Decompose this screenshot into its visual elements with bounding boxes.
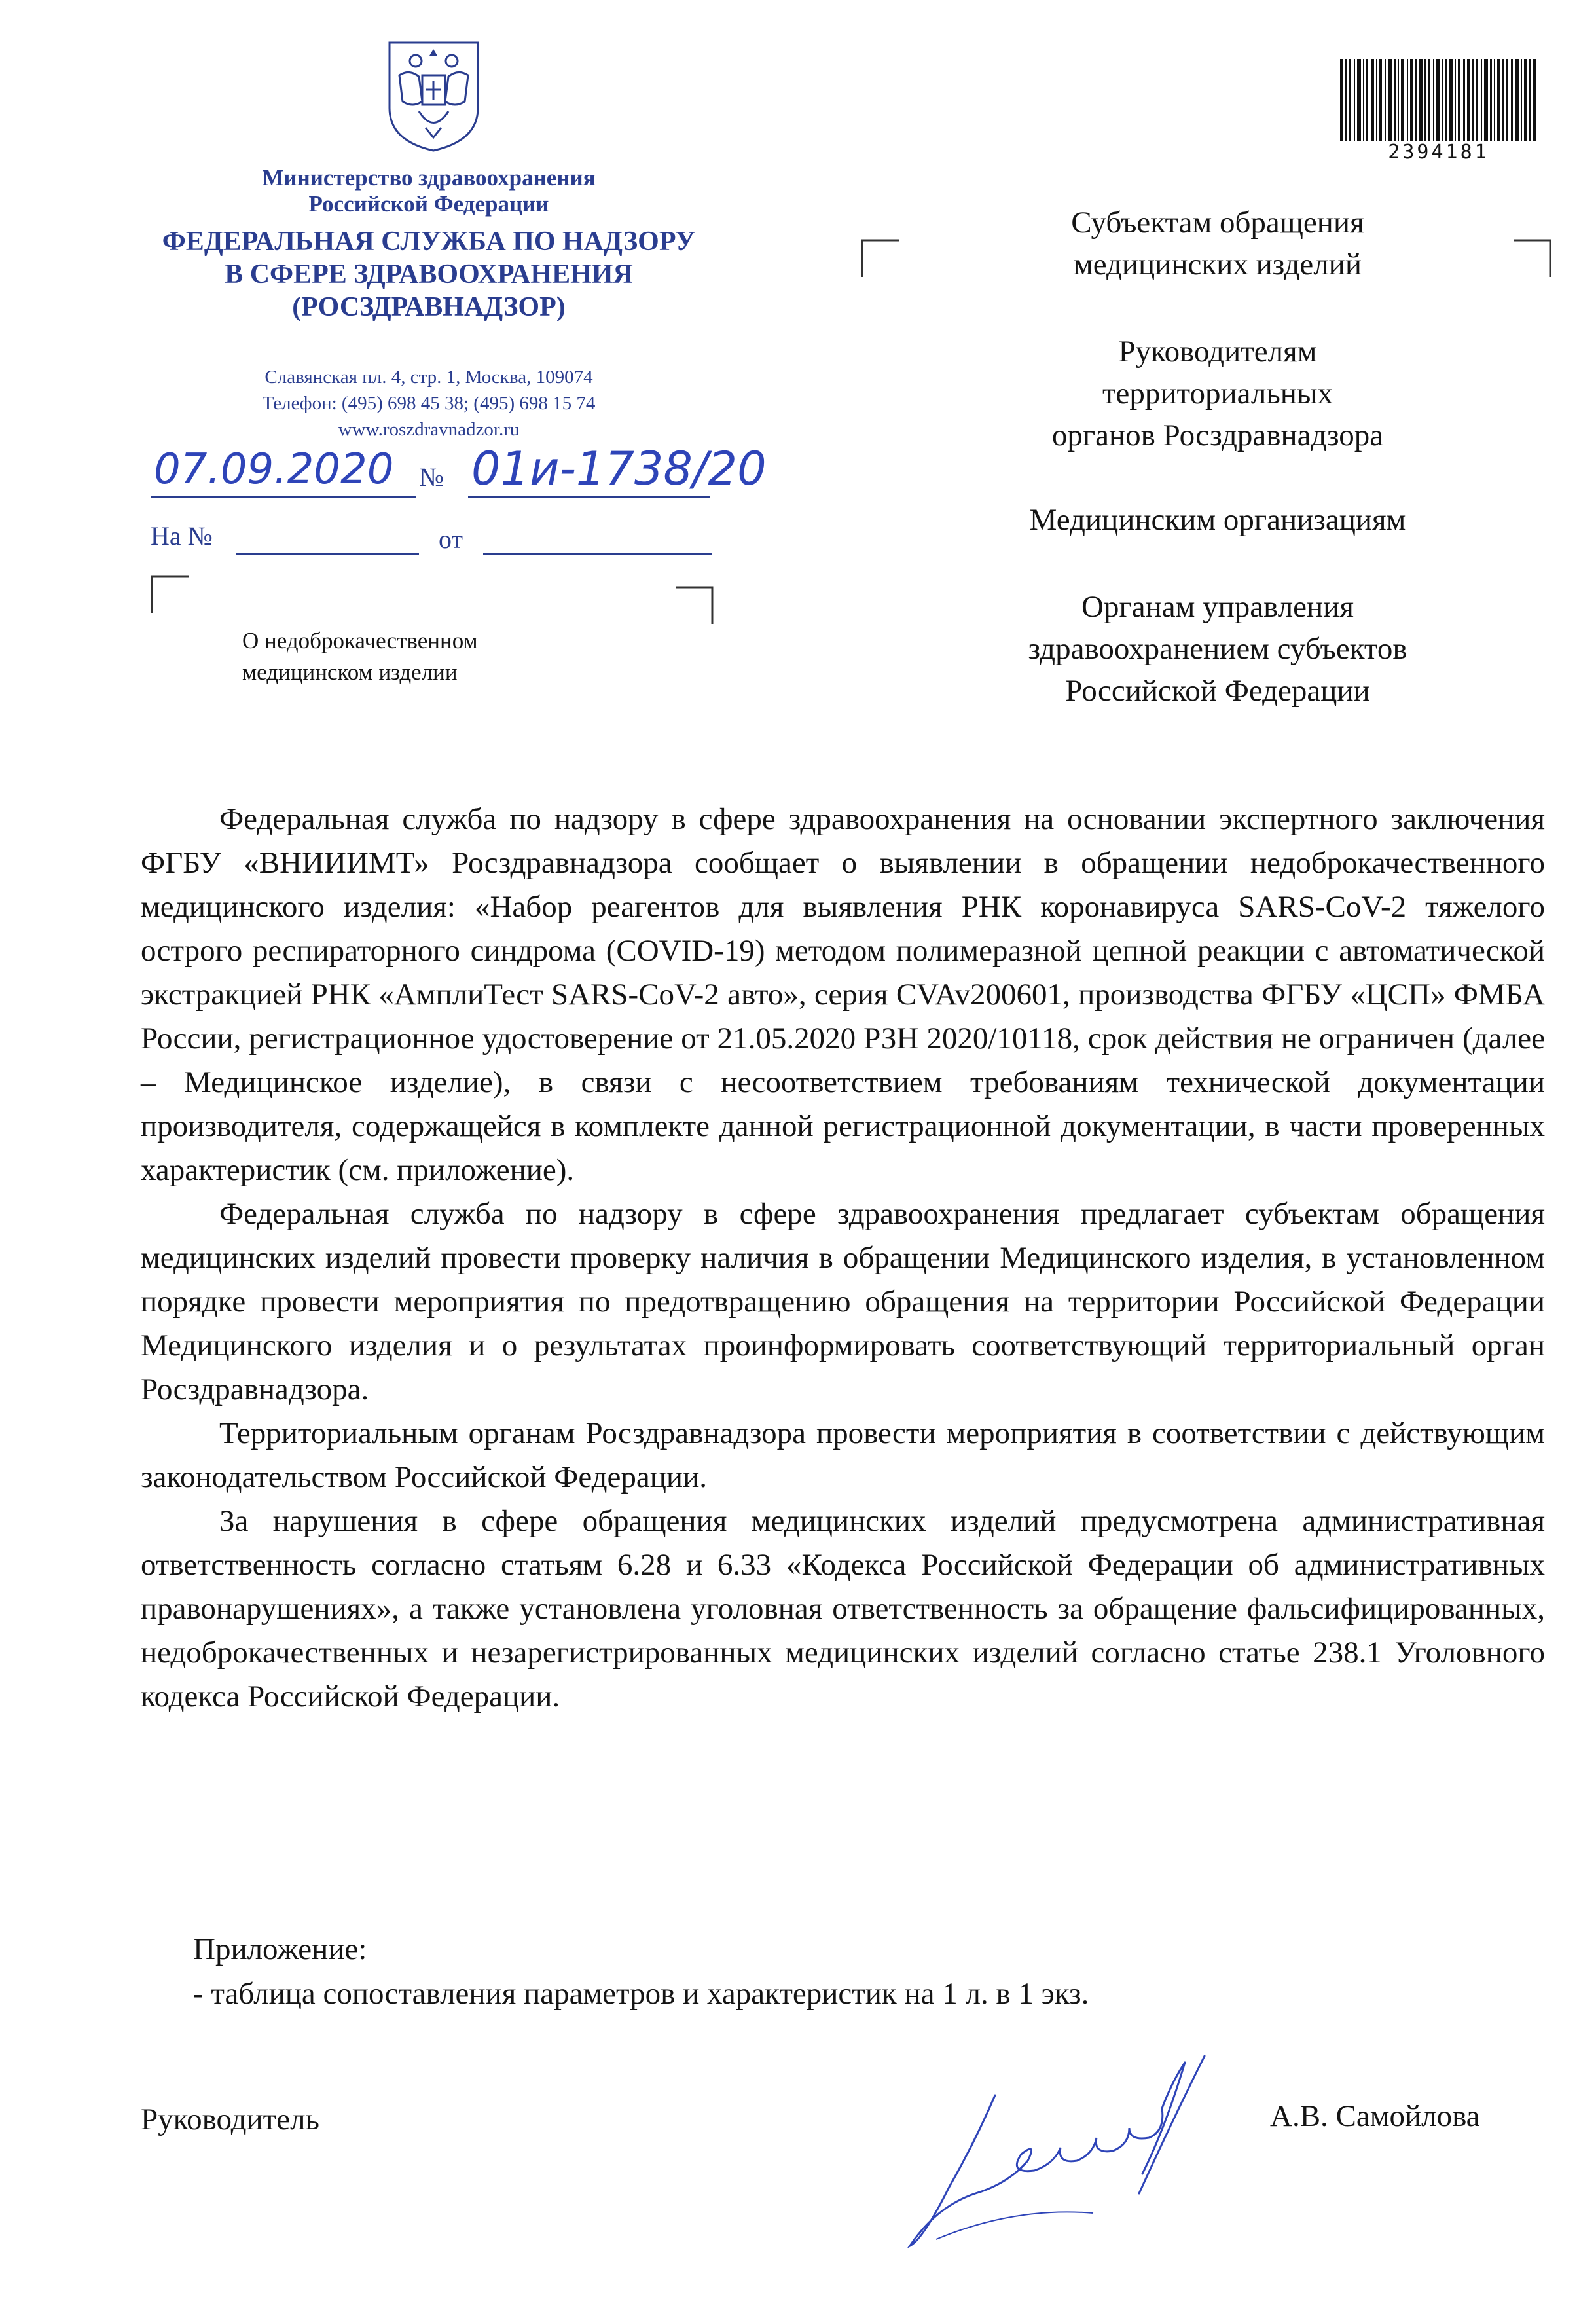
bracket-top-right [674,586,714,625]
reply-number-line [236,553,419,555]
website: www.roszdravnadzor.ru [338,419,520,440]
number-sign: № [419,462,444,492]
appendix-title: Приложение: [193,1932,367,1966]
registration-number: 01и-1738/20 [471,442,767,496]
recipient-2-line3: органов Росздравнадзора [1051,418,1384,452]
date-underline [151,496,416,498]
recipient-4-line1: Органам управления [1081,590,1354,624]
number-underline [468,496,710,498]
recipient-3-line1: Медицинским организациям [1029,503,1406,537]
service-name-line2: В СФЕРЕ ЗДРАВООХРАНЕНИЯ [225,259,633,289]
ministry-name-line1: Министерство здравоохранения [262,165,596,191]
subject-line2: медицинском изделии [242,659,458,685]
signatory-name: А.В. Самойлова [1270,2099,1480,2133]
signatory-position: Руководитель [141,2102,319,2136]
coat-of-arms-icon [383,36,484,154]
barcode-number: 2394181 [1388,141,1489,164]
recipients-bracket-left [861,239,900,278]
subject [242,625,478,688]
body-paragraph-2: Федеральная служба по надзору в сфере здравоохранения предлагает субъектам обращения медицинских изделий провести проверку наличия в обращении Медицинского изделия, в установленном порядке провести мероприятия по предотвращению обращения на территории Российской Федерации Медицинского изделия и о результатах проинформировать соответствующий территориальный орган Росздравнадзора. [141,1197,1545,1406]
bracket-top-left [151,575,190,614]
recipient-2 [923,331,1512,456]
recipient-4-line3: Российской Федерации [1065,674,1370,708]
subject-line1: О недоброкачественном [242,628,478,653]
recipient-2-line1: Руководителям [1118,335,1317,369]
service-name-line3: (РОСЗДРАВНАДЗОР) [292,292,566,322]
reply-to-label: На № [151,521,213,551]
body-paragraph-4: За нарушения в сфере обращения медицинских изделий предусмотрена административная ответственность согласно статьям 6.28 и 6.33 «Кодекса Российской Федерации об административных правонарушениях», а также установлена уголовная ответственность за обращение фальсифицированных, недоброкачественных и незарегистрированных медицинских изделий согласно статье 238.1 Уголовного кодекса Российской Федерации. [141,1504,1545,1714]
recipient-2-line2: территориальных [1102,376,1333,411]
recipient-1 [923,202,1512,285]
service-name-line1: ФЕДЕРАЛЬНАЯ СЛУЖБА ПО НАДЗОРУ [162,227,696,257]
recipient-4-line2: здравоохранением субъектов [1028,632,1407,666]
recipient-3 [923,499,1512,541]
body-paragraph-3: Территориальным органам Росздравнадзора провести мероприятия в соответствии с действующим законодательством Российской Федерации. [141,1416,1545,1494]
registration-date: 07.09.2020 [154,445,394,494]
phone: Телефон: (495) 698 45 38; (495) 698 15 74 [262,393,596,414]
handwritten-signature [897,2043,1263,2259]
ministry-name-line2: Российской Федерации [308,191,549,217]
recipient-1-line1: Субъектам обращения [1071,206,1364,240]
body-paragraph-1: Федеральная служба по надзору в сфере здравоохранения на основании экспертного заключения ФГБУ «ВНИИИМТ» Росздравнадзора сообщает о выявлении в обращении недоброкачественного медицинского изделия: «Набор реагентов для выявления РНК коронавируса SARS-CoV-2 тяжелого острого респираторного синдрома (COVID-19) методом полимеразной цепной реакции с автоматической экстракцией РНК «АмплиТест SARS-CoV-2 авто», серия CVAv200601, производства ФГБУ «ЦСП» ФМБА России, регистрационное удостоверение от 21.05.2020 РЗН 2020/10118, срок действия не ограничен (далее – Медицинское изделие), в связи с несоответствием требованиям технической документации производителя, содержащейся в комплекте данной регистрационной документации, в части проверенных характеристик (см. приложение). [141,802,1545,1187]
appendix-item: - таблица сопоставления параметров и характеристик на 1 л. в 1 экз. [193,1977,1089,2011]
recipients-bracket-right [1512,239,1551,278]
barcode-icon [1339,59,1538,141]
from-label: от [439,524,463,554]
letter-body [141,798,1545,1719]
recipient-1-line2: медицинских изделий [1073,248,1362,282]
reply-date-line [483,553,712,555]
recipient-4 [923,586,1512,712]
address: Славянская пл. 4, стр. 1, Москва, 109074 [264,367,593,388]
